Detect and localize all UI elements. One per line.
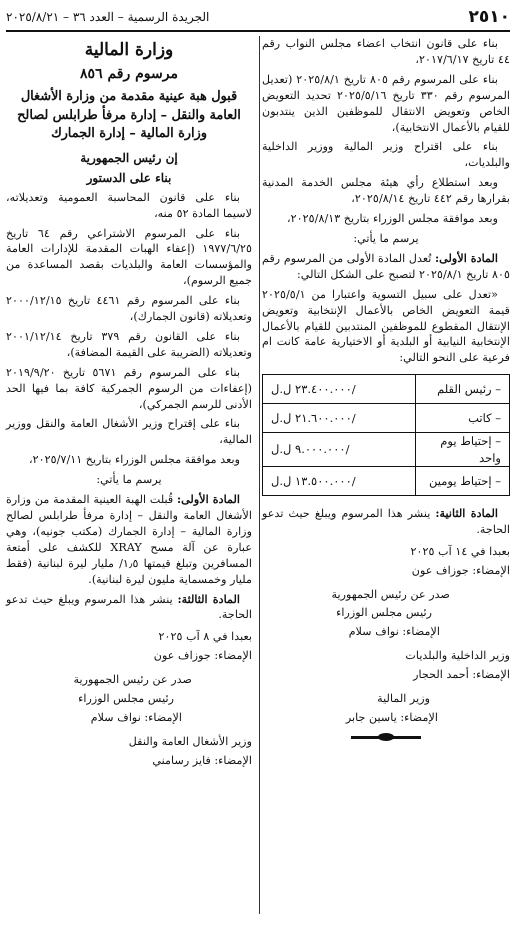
decree-intro: يرسم ما يأتي: [96,473,162,487]
section-end-ornament [351,736,421,739]
signer-title: رئيس مجلس الوزراء [336,606,432,620]
article-one [6,492,252,587]
preamble-paragraph: بناء على القانون رقم ٣٧٩ تاريخ ٢٠٠١/١٢/١٤ وتعديلاته (الضريبة على القيمة المضافة)، [6,329,252,359]
issued-by: صدر عن رئيس الجمهورية [73,673,192,687]
role-cell: – رئيس القلم [416,375,510,404]
preamble-paragraph: بناء على قانون انتخاب اعضاء مجلس النواب رقم ٤٤ تاريخ ٢٠١٧/٦/١٧، [262,37,510,66]
article-text: ينشر هذا المرسوم ويبلغ حيث تدعو الحاجة. [6,592,252,622]
amount-cell: /١٣.٥٠٠.٠٠٠ ل.ل [263,466,416,495]
preamble-paragraph: وبعد استطلاع رأي هيئة مجلس الخدمة المدنية بقرارها رقم ٤٤٢ تاريخ ٢٠٢٥/٨/١٤، [262,176,510,206]
article-label: المادة الأولى: [176,492,241,507]
countersignatures [262,587,510,726]
role-cell: – إحتياط يوم واحد [416,433,510,467]
column-divider [259,36,260,914]
signer-name: الإمضاء: ياسين جابر [345,710,438,724]
signature-block [6,629,252,664]
signature-president: الإمضاء: جوزاف عون [411,563,510,577]
article-text: ينشر هذا المرسوم ويبلغ حيث تدعو الحاجة. [262,506,510,536]
decree-number: مرسوم رقم ٨٥٦ [80,66,178,83]
ministry-title: وزارة المالية [84,40,174,60]
preamble-paragraph: بناء على اقتراح وزير المالية ووزير الداخلية والبلديات، [262,140,510,170]
gazette-issue-info: الجريدة الرسمية – العدد ٣٦ – ٢٠٢٥/٨/٢١ [6,10,210,24]
signature-date: بعبدا في ٨ آب ٢٠٢٥ [158,630,252,644]
compensation-table [262,374,510,496]
signer-name: الإمضاء: نواف سلام [90,710,182,724]
table-row [263,466,510,495]
signer-title: وزير المالية [377,692,430,706]
article-label: المادة الثالثة: [177,591,240,606]
decree-intro: يرسم ما يأتي: [353,231,419,245]
preamble-paragraph: وبعد موافقة مجلس الوزراء بتاريخ ٢٠٢٥/٧/١١، [29,453,240,467]
article-one [262,251,510,283]
amount-cell: /٢١.٦٠٠.٠٠٠ ل.ل [263,404,416,433]
signer-title: وزير الأشغال العامة والنقل [128,734,252,748]
page-number: ٢٥١٠ [468,7,510,27]
signer-name: الإمضاء: أحمد الحجار [413,668,510,682]
signer-title: وزير الداخلية والبلديات [405,649,510,663]
signature-block [262,544,510,579]
signature-date: بعبدا في ١٤ آب ٢٠٢٥ [410,544,510,558]
article-quote: «تعدل على سبيل التسوية واعتبارا من ٢٠٢٥/٥/١ قيمة التعويض الخاص بالأعمال الإنتخابية وتعويض الإنتقال المقطوع للموظفين المنتدبين للقيام بالأعمال الإنتخابية النيابية أو البلدية أو الاختيارية عامة كانت ام فرعية على النحو التالي: [262,287,510,365]
amount-cell: /٩.٠٠٠.٠٠٠ ل.ل [263,433,416,467]
role-cell: – كاتب [416,404,510,433]
article-label: المادة الأولى: [435,250,498,265]
table-row [263,404,510,433]
decree-subject: قبول هبة عينية مقدمة من وزارة الأشغال العامة والنقل – إدارة مرفأ طرابلس لصالح وزارة المالية – إدارة الجمارك [17,89,241,142]
article-two [262,506,510,538]
signer-title: رئيس مجلس الوزراء [78,692,174,706]
constitution-heading: بناء على الدستور [86,170,172,185]
preamble-paragraph: بناء على المرسوم الاشتراعي رقم ٦٤ تاريخ ١٩٧٧/٦/٢٥ (إعفاء الهبات المقدمة للإدارات العامة والمؤسسات العامة والبلديات بقصد المساعدة من جميع الرسوم)، [6,226,252,288]
page-header [6,4,510,32]
preamble-paragraph: بناء على إقتراح وزير الأشغال العامة والنقل ووزير المالية، [6,417,252,447]
table-row [263,375,510,404]
table-row [263,433,510,467]
preamble-paragraph: بناء على قانون المحاسبة العمومية وتعديلاته، لاسيما المادة ٥٢ منه، [6,190,252,220]
article-text: تُعدل المادة الأولى من المرسوم رقم ٨٠٥ تاريخ ٢٠٢٥/٨/١ لتصبح على الشكل التالي: [262,251,510,281]
left-column [6,36,252,924]
amount-cell: /٢٣.٤٠٠.٠٠٠ ل.ل [263,375,416,404]
right-column [262,36,510,924]
signer-name: الإمضاء: نواف سلام [348,625,440,639]
signer-name: الإمضاء: فايز رسامني [152,753,252,767]
role-cell: – إحتياط يومين [416,466,510,495]
article-text: قُبلت الهبة العينية المقدمة من وزارة الأشغال العامة والنقل – إدارة مرفأ طرابلس لصالح وزارة المالية – إدارة الجمارك (مكتب جونيه)، وهي عبارة عن آلة مسح XRAY للكشف على أمتعة المسافرين وتبلغ قيمتها ١٫٥/ مليار ليرة لبنانية (فقط مليار وخمسماية مليون ليرة لبنانية). [6,493,252,586]
preamble-paragraph: بناء على المرسوم رقم ٨٠٥ تاريخ ٢٠٢٥/٨/١ (تعديل المرسوم رقم ٣٣٠ تاريخ ٢٠٢٥/٥/١٦ تحديد التعويض الخاص وتعويض الانتقال للموظفين الذين ينتدبون للقيام بالأعمال الانتخابية)، [262,72,511,134]
issued-by: صدر عن رئيس الجمهورية [331,587,450,601]
president-heading: إن رئيس الجمهورية [80,150,178,165]
preamble-paragraph: بناء على المرسوم رقم ٥٦٧١ تاريخ ٢٠١٩/٩/٢٠ (إعفاءات من الرسوم الجمركية كافة بما فيها الحد الأدنى للرسم الجمركي)، [6,365,252,411]
preamble-paragraph: بناء على المرسوم رقم ٤٤٦١ تاريخ ٢٠٠٠/١٢/١٥ وتعديلاته (قانون الجمارك)، [6,294,252,324]
preamble-paragraph: وبعد موافقة مجلس الوزراء بتاريخ ٢٠٢٥/٨/١٣، [287,212,498,226]
countersignatures [6,672,252,769]
signature-president: الإمضاء: جوزاف عون [153,649,252,663]
article-label: المادة الثانية: [435,505,498,520]
article-two [6,592,252,624]
